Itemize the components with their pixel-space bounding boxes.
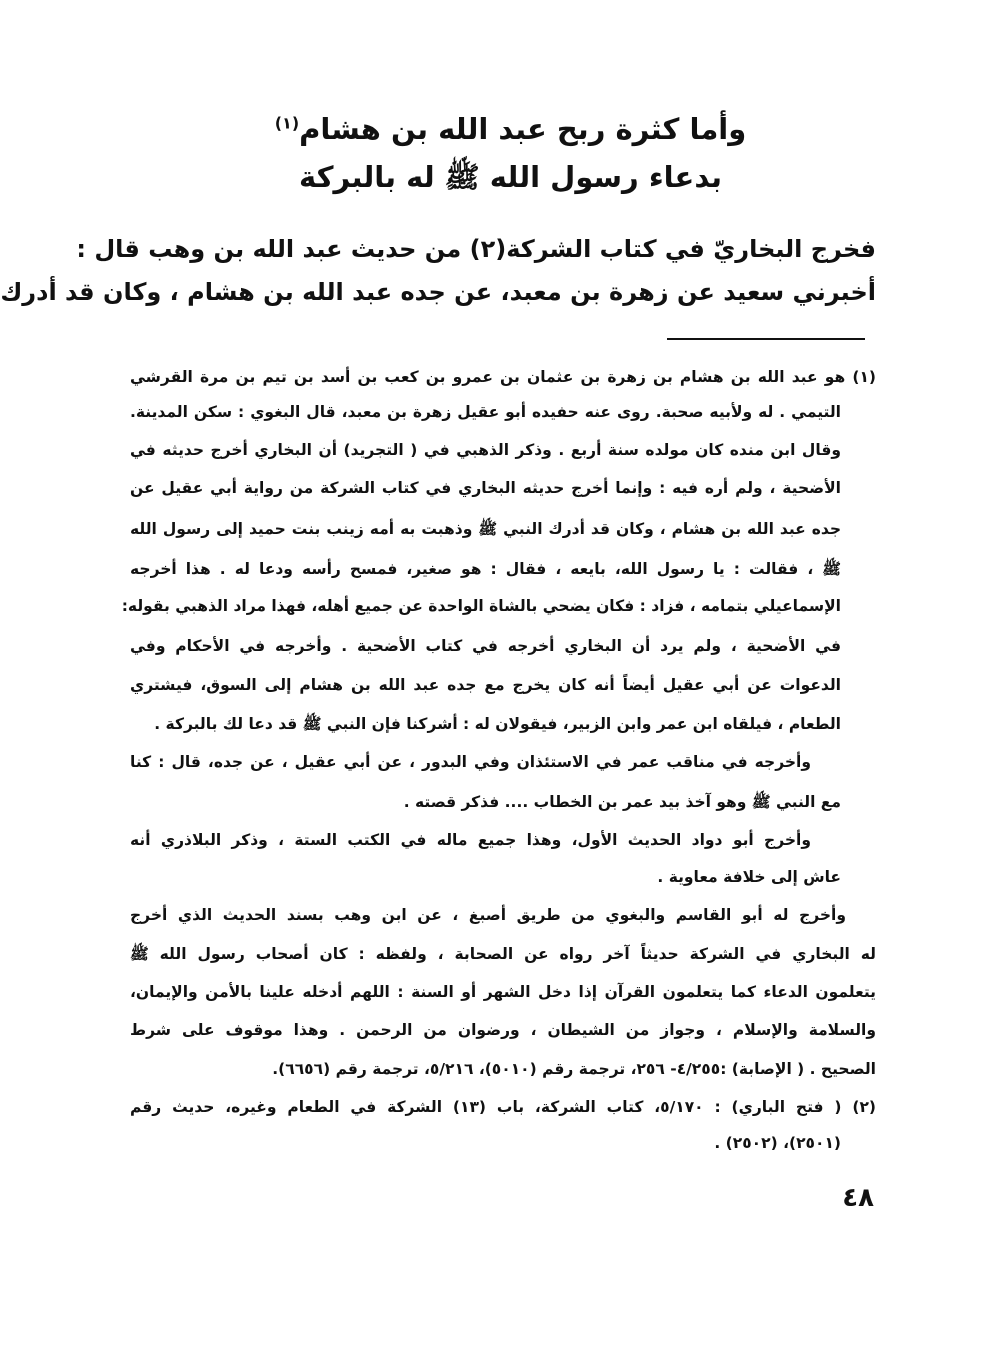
footnote-line: (٢) ( فتح الباري) : ٥/١٧٠، كتاب الشركة، باب (١٣) الشركة في الطعام وغيره، حديث رقم [130, 1098, 876, 1116]
footnote-line: له البخاري في الشركة حديثاً آخر رواه عن الصحابة ، ولفظه : كان أصحاب رسول الله ﷺ [130, 945, 876, 963]
footnote-line: (٢٥٠١)، (٢٥٠٢) . [714, 1134, 841, 1152]
footnote-line: جده عبد الله بن هشام ، وكان قد أدرك النبي ﷺ وذهبت به أمه زينب بنت حميد إلى رسول الله [130, 520, 841, 538]
body-text-line-2: أخبرني سعيد عن زهرة بن معبد، عن جده عبد الله بن هشام ، وكان قد أدرك [0, 278, 876, 306]
body-text-line-1: فخرج البخاريّ في كتاب الشركة(٢) من حديث عبد الله بن وهب قال : [76, 235, 876, 263]
footnote-separator [667, 338, 865, 340]
heading-footnote-marker: (١) [274, 113, 300, 133]
footnote-line: التيمي . له ولأبيه صحبة. روى عنه حفيده أبو عقيل زهرة بن معبد، قال البغوي : سكن المدينة. [130, 403, 841, 421]
footnote-line: ﷺ ، فقالت : يا رسول الله، بايعه ، فقال : هو صغير، فمسح رأسه ودعا له . هذا أخرجه [130, 560, 841, 578]
footnote-line: عاش إلى خلافة معاوية . [657, 868, 841, 886]
section-heading-line-1 [185, 112, 836, 146]
footnote-line: الطعام ، فيلقاه ابن عمر وابن الزبير، فيقولان له : أشركنا فإن النبي ﷺ قد دعا لك بالبركة . [154, 715, 841, 733]
section-heading-line-2: بدعاء رسول الله ﷺ له بالبركة [299, 160, 722, 194]
footnote-line: في الأضحية ، ولم يرد أن البخاري أخرجه في كتاب الأضحية . وأخرجه في الأحكام وفي [130, 637, 841, 655]
footnote-line: وأخرج أبو دواد الحديث الأول، وهذا جميع ماله في الكتب الستة ، وذكر البلاذري أنه [130, 831, 811, 849]
footnote-line: الدعوات عن أبي عقيل أيضاً أنه كان يخرج مع جده عبد الله بن هشام إلى السوق، فيشتري [130, 676, 841, 694]
footnote-line: الصحيح . ( الإصابة) :٤/٢٥٥- ٢٥٦، ترجمة رقم (٥٠١٠)، ٥/٢١٦، ترجمة رقم (٦٦٥٦). [272, 1060, 876, 1078]
footnote-line: مع النبي ﷺ وهو آخذ بيد عمر بن الخطاب .... فذكر قصته . [403, 793, 841, 811]
footnote-line: وأخرج له أبو القاسم والبغوي من طريق أصبغ ، عن ابن وهب بسند الحديث الذي أخرج [130, 906, 846, 924]
footnote-line: وقال ابن منده كان مولده سنة أربع . وذكر الذهبي في ( التجريد) أن البخاري أخرج حديثه في [130, 441, 841, 459]
page-number: ٤٨ [842, 1183, 874, 1213]
footnote-line: والسلامة والإسلام ، وجواز من الشيطان ، ورضوان من الرحمن . وهذا موقوف على شرط [130, 1021, 876, 1039]
footnote-line: يتعلمون الدعاء كما يتعلمون القرآن إذا دخل الشهر أو السنة : اللهم أدخله علينا بالأمن والإيمان، [130, 983, 876, 1001]
footnote-line: (١) هو عبد الله بن هشام بن زهرة بن عثمان بن عمرو بن كعب بن أسد بن تيم بن مرة القرشي [130, 368, 876, 386]
heading-line-1-text: وأما كثرة ربح عبد الله بن هشام [299, 112, 747, 146]
footnote-line: وأخرجه في مناقب عمر في الاستئذان وفي البدور ، عن أبي عقيل ، عن جده، قال : كنا [130, 753, 811, 771]
footnote-line: الإسماعيلي بتمامه ، فزاد : فكان يضحي بالشاة الواحدة عن جميع أهله، فهذا مراد الذهبي بقوله: [121, 597, 841, 615]
footnote-line: الأضحية ، ولم أره فيه : وإنما أخرج حديثه البخاري في كتاب الشركة من رواية أبي عقيل عن [130, 479, 841, 497]
